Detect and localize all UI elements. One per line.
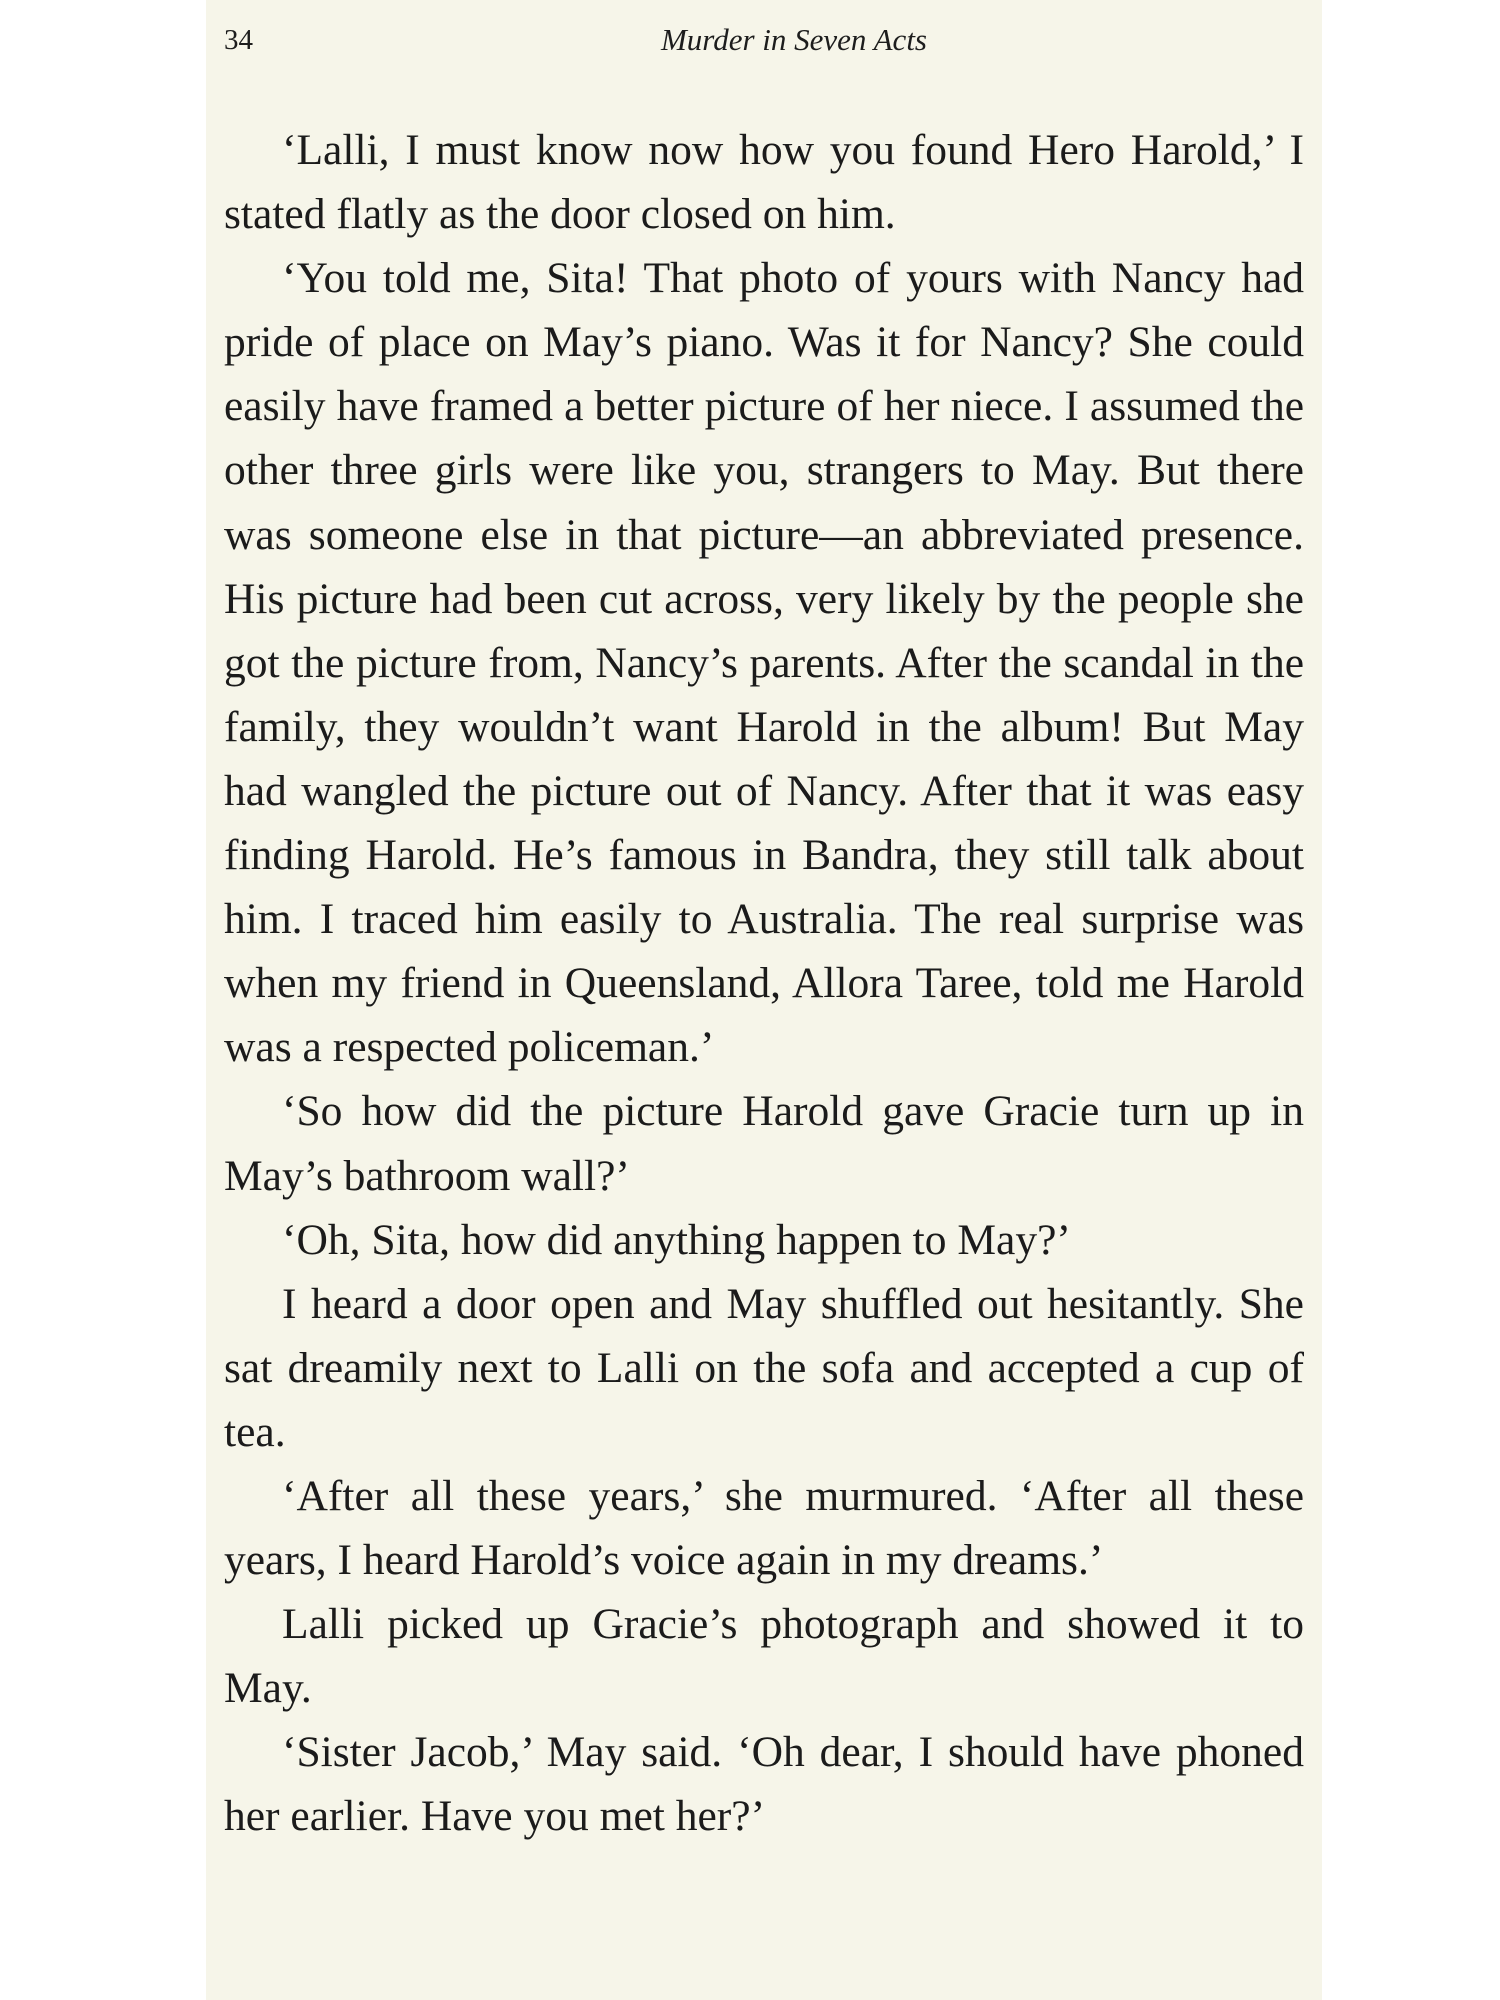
paragraph-5: I heard a door open and May shuffled out hesitantly. She sat dreamily next to Lalli on the sofa and accepted a cup of tea.: [224, 1279, 1304, 1456]
paragraph-2: ‘You told me, Sita! That photo of yours with Nancy had pride of place on May’s piano. Was it for Nancy? She could easily have framed a better picture of her niece. I assumed the other three girls were like you, strangers to May. But there was someone else in that picture—an abbreviated presence. His picture had been cut across, very likely by the people she got the picture from, Nancy’s parents. After the scandal in the family, they wouldn’t want Harold in the album! But May had wangled the picture out of Nancy. After that it was easy finding Harold. He’s famous in Bandra, they still talk about him. I traced him easily to Australia. The real surprise was when my friend in Queensland, Allora Taree, told me Harold was a respected policeman.’: [224, 254, 1304, 1072]
body-text: [224, 118, 1304, 1849]
book-page: [206, 0, 1322, 2000]
paragraph-1: ‘Lalli, I must know now how you found Hero Harold,’ I stated flatly as the door closed on him.: [224, 126, 1304, 239]
paragraph-7: Lalli picked up Gracie’s photograph and showed it to May.: [224, 1600, 1304, 1713]
paragraph-8: ‘Sister Jacob,’ May said. ‘Oh dear, I should have phoned her earlier. Have you met her?’: [224, 1728, 1304, 1841]
paragraph-6: ‘After all these years,’ she murmured. ‘After all these years, I heard Harold’s voice again in my dreams.’: [224, 1471, 1304, 1585]
running-head: [206, 22, 1322, 66]
paragraph-3: ‘So how did the picture Harold gave Gracie turn up in May’s bathroom wall?’: [224, 1087, 1304, 1200]
page-number: 34: [224, 24, 253, 56]
paragraph-4: ‘Oh, Sita, how did anything happen to May?’: [282, 1215, 1071, 1264]
book-title: Murder in Seven Acts: [660, 22, 927, 57]
